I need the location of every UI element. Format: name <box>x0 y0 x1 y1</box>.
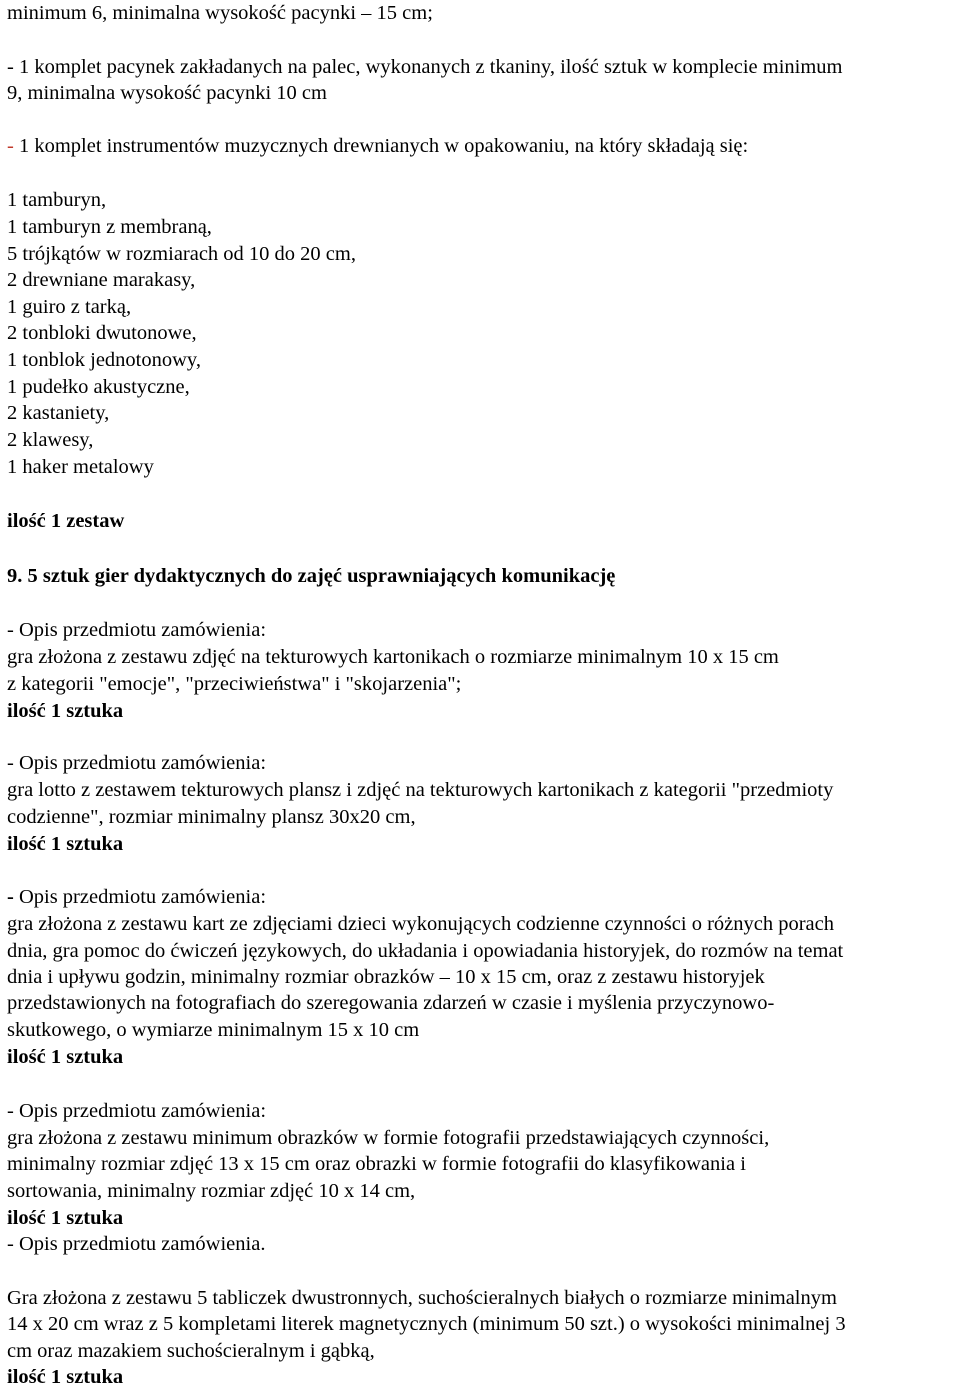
item-description-line: gra złożona z zestawu zdjęć na tekturowych kartonikach o rozmiarze minimalnym 10 x 15 cm <box>7 646 779 668</box>
item-label: - Opis przedmiotu zamówienia. <box>7 1233 266 1255</box>
item-label-dash: - <box>7 886 14 908</box>
item-description-line: przedstawionych na fotografiach do szeregowania zdarzeń w czasie i myślenia przyczynowo- <box>7 992 775 1014</box>
instrument-item: 1 haker metalowy <box>7 456 154 478</box>
item-description-line: dnia i upływu godzin, minimalny rozmiar obrazków – 10 x 15 cm, oraz z zestawu historyjek <box>7 966 765 988</box>
instrument-item: 2 klawesy, <box>7 429 94 451</box>
item-description-line: dnia, gra pomoc do ćwiczeń językowych, do układania i opowiadania historyjek, do rozmów na temat <box>7 940 844 962</box>
item-description-line: gra złożona z zestawu minimum obrazków w formie fotografii przedstawiających czynności, <box>7 1127 770 1149</box>
item-description-line: minimalny rozmiar zdjęć 13 x 15 cm oraz obrazki w formie fotografii do klasyfikowania i <box>7 1153 746 1175</box>
item-quantity: ilość 1 sztuka <box>7 833 124 855</box>
intro-line: 9, minimalna wysokość pacynki 10 cm <box>7 82 327 104</box>
item-description-line: gra złożona z zestawu kart ze zdjęciami dzieci wykonujących codzienne czynności o różnych porach <box>7 913 835 935</box>
item-quantity: ilość 1 sztuka <box>7 700 124 722</box>
instrument-item: 1 guiro z tarką, <box>7 296 132 318</box>
instrument-item: 1 tamburyn z membraną, <box>7 216 212 238</box>
item-label: - Opis przedmiotu zamówienia: <box>7 619 267 641</box>
item-label <box>7 884 266 910</box>
quantity-set: ilość 1 zestaw <box>7 510 125 532</box>
instrument-item: 1 tamburyn, <box>7 189 107 211</box>
item-description-line: sortowania, minimalny rozmiar zdjęć 10 x 14 cm, <box>7 1180 416 1202</box>
item-description-line: codzienne", rozmiar minimalny plansz 30x20 cm, <box>7 806 416 828</box>
item-description-line: z kategorii "emocje", "przeciwieństwa" i "skojarzenia"; <box>7 673 462 695</box>
item-quantity: ilość 1 sztuka <box>7 1046 124 1068</box>
instruments-intro-line <box>7 133 748 159</box>
item-description-line: cm oraz mazakiem suchościeralnym i gąbką, <box>7 1340 375 1362</box>
instrument-item: 1 tonblok jednotonowy, <box>7 349 201 371</box>
item-label: - Opis przedmiotu zamówienia: <box>7 752 267 774</box>
item-label: - Opis przedmiotu zamówienia: <box>7 1100 267 1122</box>
section-9-heading: 9. 5 sztuk gier dydaktycznych do zajęć usprawniających komunikację <box>7 565 616 587</box>
intro-line: minimum 6, minimalna wysokość pacynki – 15 cm; <box>7 2 433 24</box>
item-description-line: 14 x 20 cm wraz z 5 kompletami literek magnetycznych (minimum 50 szt.) o wysokości minimalnej 3 <box>7 1313 846 1335</box>
instruments-intro-text: 1 komplet instrumentów muzycznych drewnianych w opakowaniu, na który składają się: <box>13 135 749 157</box>
instrument-item: 2 tonbloki dwutonowe, <box>7 322 197 344</box>
item-description-line: gra lotto z zestawem tekturowych plansz i zdjęć na tekturowych kartonikach z kategorii "przedmioty <box>7 779 834 801</box>
instrument-item: 1 pudełko akustyczne, <box>7 376 190 398</box>
item-description-line: Gra złożona z zestawu 5 tabliczek dwustronnych, suchościeralnych białych o rozmiarze minimalnym <box>7 1287 837 1309</box>
bullet-dash: - <box>7 135 14 157</box>
item-description-line: skutkowego, o wymiarze minimalnym 15 x 10 cm <box>7 1019 420 1041</box>
item-label-text: Opis przedmiotu zamówienia: <box>13 886 267 908</box>
item-quantity: ilość 1 sztuka <box>7 1207 124 1229</box>
instrument-item: 5 trójkątów w rozmiarach od 10 do 20 cm, <box>7 243 356 265</box>
item-quantity: ilość 1 sztuka <box>7 1366 124 1388</box>
instrument-item: 2 kastaniety, <box>7 402 110 424</box>
instrument-item: 2 drewniane marakasy, <box>7 269 196 291</box>
intro-line: - 1 komplet pacynek zakładanych na palec, wykonanych z tkaniny, ilość sztuk w komplecie minimum <box>7 56 843 78</box>
